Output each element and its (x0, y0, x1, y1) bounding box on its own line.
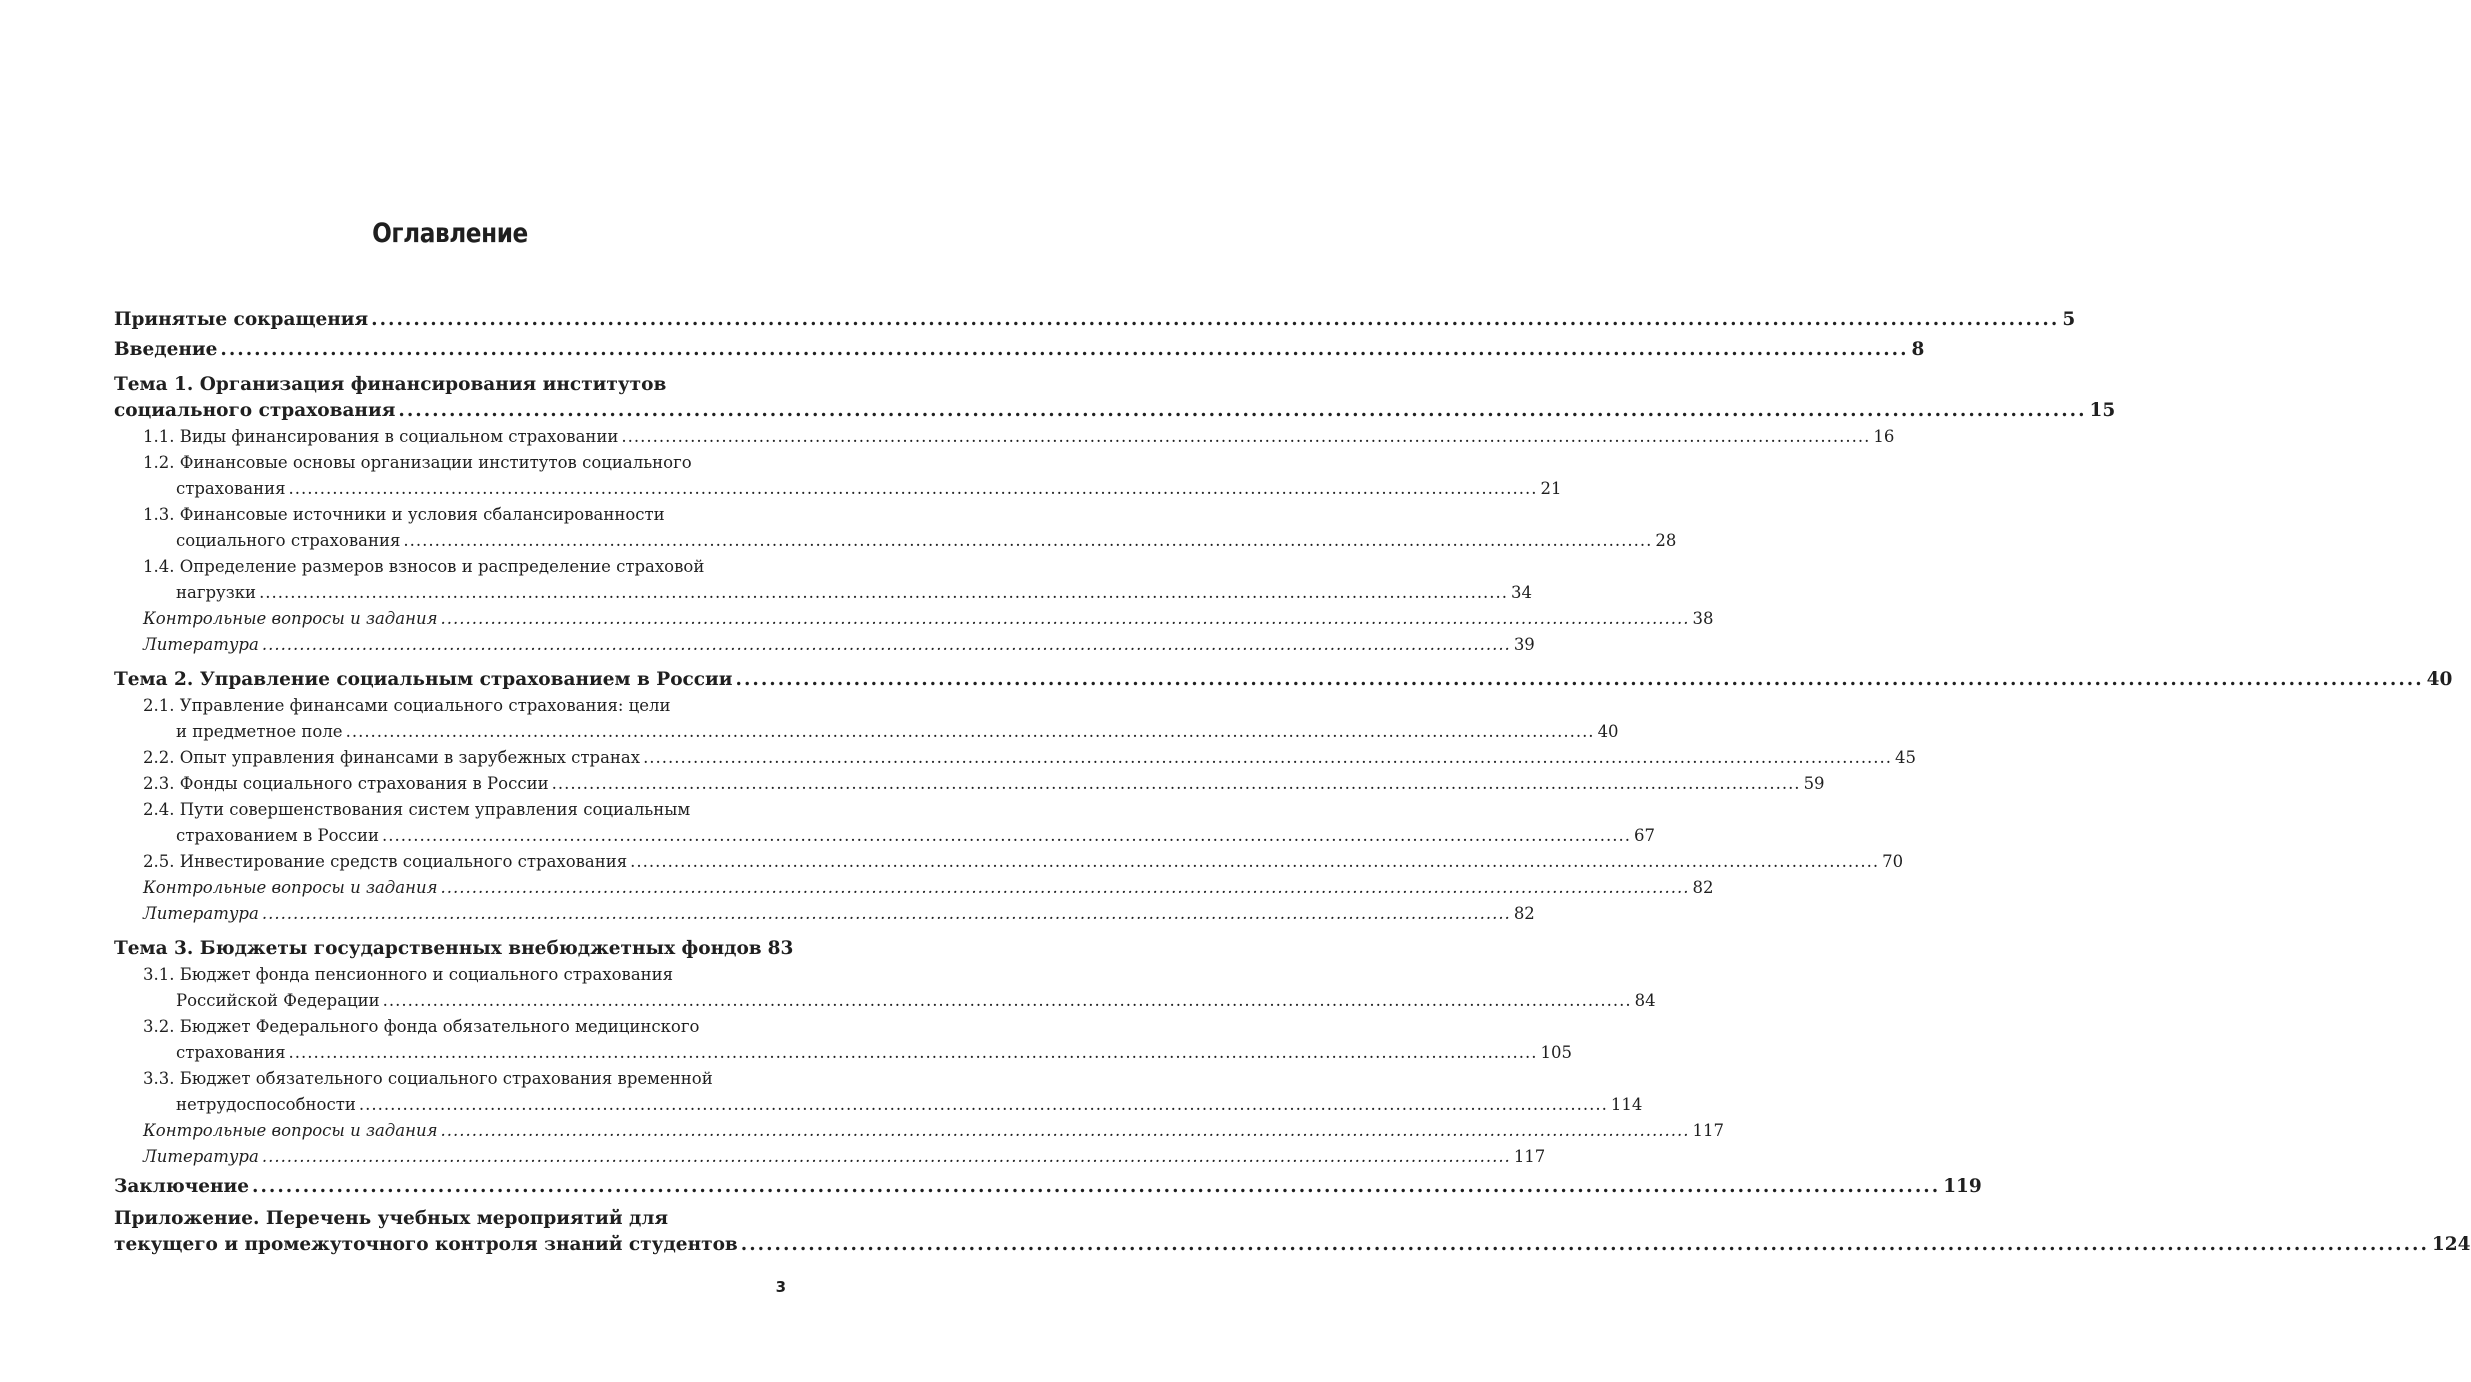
toc-entry-label-cont: социального страхования (176, 531, 401, 550)
toc-entry-page: 84 (1634, 991, 1656, 1010)
toc-entry-page: 117 (1513, 1147, 1546, 1166)
toc-subentry-2-2[interactable] (114, 745, 1917, 771)
leader-dots (441, 875, 1690, 901)
leader-dots (262, 632, 1511, 658)
toc-entry-page: 45 (1895, 748, 1917, 767)
toc-subentry-3-1[interactable] (114, 962, 1656, 1014)
toc-entry-page: 82 (1692, 878, 1714, 897)
toc-entry-page: 8 (1911, 339, 1925, 360)
toc-subentry-3-3[interactable] (114, 1066, 1643, 1118)
page-number: 3 (775, 1278, 786, 1296)
leader-dots (643, 745, 1892, 771)
toc-entry-label: 1.2. Финансовые основы организации институтов социального (143, 453, 692, 472)
leader-dots (552, 771, 1801, 797)
toc-entry-label: 2.1. Управление финансами социального страхования: цели (143, 696, 671, 715)
table-of-contents (114, 307, 2471, 1258)
toc-subentry-2-1[interactable] (114, 693, 1619, 745)
leader-dots (371, 307, 2059, 333)
toc-entry-page: 70 (1882, 852, 1904, 871)
toc-entry-label: Контрольные вопросы и задания (143, 609, 438, 628)
page-title: Оглавление (372, 218, 528, 249)
leader-dots (383, 988, 1632, 1014)
leader-dots (259, 580, 1508, 606)
toc-entry-label: 3.3. Бюджет обязательного социального страхования временной (143, 1069, 713, 1088)
toc-entry-label: Литература (143, 635, 259, 654)
toc-entry-abbreviations[interactable] (114, 307, 2076, 333)
leader-dots (441, 606, 1690, 632)
toc-entry-label: 2.4. Пути совершенствования систем управления социальным (143, 800, 691, 819)
leader-dots (262, 901, 1511, 927)
toc-subentry-1-2[interactable] (114, 450, 1562, 502)
toc-entry-page: 40 (2426, 669, 2453, 690)
toc-entry-theme-3[interactable] (114, 936, 794, 962)
toc-entry-label: Тема 1. Организация финансирования институтов (114, 374, 667, 395)
leader-dots (262, 1144, 1511, 1170)
toc-entry-label: Тема 3. Бюджеты государственных внебюджетных фондов (114, 938, 762, 959)
toc-entry-label: 2.2. Опыт управления финансами в зарубежных странах (143, 748, 641, 767)
leader-dots (441, 1118, 1690, 1144)
toc-subentry-2-3[interactable] (114, 771, 1825, 797)
toc-entry-page: 59 (1803, 774, 1825, 793)
toc-subentry-3-2[interactable] (114, 1014, 1573, 1066)
toc-entry-page: 16 (1873, 427, 1895, 446)
toc-entry-label: Заключение (114, 1176, 250, 1197)
toc-entry-introduction[interactable] (114, 337, 1925, 363)
toc-entry-label: Контрольные вопросы и задания (143, 878, 438, 897)
toc-entry-label: 3.2. Бюджет Федерального фонда обязательного медицинского (143, 1017, 700, 1036)
leader-dots (382, 823, 1631, 849)
toc-literature-1[interactable] (114, 632, 1535, 658)
toc-entry-label-cont: и предметное поле (176, 722, 343, 741)
toc-entry-conclusion[interactable] (114, 1174, 1982, 1200)
toc-entry-page: 119 (1943, 1176, 1982, 1197)
leader-dots (741, 1232, 2429, 1258)
toc-entry-label: 3.1. Бюджет фонда пенсионного и социального страхования (143, 965, 674, 984)
toc-entry-page: 117 (1692, 1121, 1725, 1140)
toc-subentry-2-5[interactable] (114, 849, 1904, 875)
toc-questions-3[interactable] (114, 1118, 1725, 1144)
toc-entry-label-cont: текущего и промежуточного контроля знаний студентов (114, 1234, 738, 1255)
toc-entry-label: 1.1. Виды финансирования в социальном страховании (143, 427, 619, 446)
leader-dots (630, 849, 1879, 875)
toc-entry-label: Литература (143, 904, 259, 923)
toc-entry-theme-1[interactable] (114, 372, 2116, 424)
toc-entry-page: 82 (1513, 904, 1535, 923)
toc-entry-label-cont: страхования (176, 1043, 286, 1062)
toc-entry-page: 38 (1692, 609, 1714, 628)
toc-subentry-1-3[interactable] (114, 502, 1677, 554)
toc-entry-page: 67 (1634, 826, 1656, 845)
leader-dots (359, 1092, 1608, 1118)
toc-entry-appendix[interactable] (114, 1206, 2471, 1258)
toc-entry-page: 83 (767, 938, 794, 959)
leader-dots (289, 1040, 1538, 1066)
leader-dots (289, 476, 1538, 502)
toc-entry-label: Литература (143, 1147, 259, 1166)
toc-entry-theme-2[interactable] (114, 667, 2453, 693)
toc-entry-page: 34 (1511, 583, 1533, 602)
leader-dots (398, 398, 2086, 424)
toc-entry-label: Приложение. Перечень учебных мероприятий для (114, 1208, 669, 1229)
toc-entry-page: 28 (1655, 531, 1677, 550)
leader-dots (736, 667, 2424, 693)
toc-entry-label: Контрольные вопросы и задания (143, 1121, 438, 1140)
toc-entry-page: 124 (2431, 1234, 2471, 1255)
toc-entry-page: 40 (1597, 722, 1619, 741)
leader-dots (346, 719, 1595, 745)
toc-questions-2[interactable] (114, 875, 1714, 901)
leader-dots (621, 424, 1870, 450)
toc-entry-label-cont: нагрузки (176, 583, 257, 602)
toc-entry-label: Введение (114, 339, 218, 360)
toc-entry-page: 114 (1610, 1095, 1643, 1114)
toc-entry-label: 1.4. Определение размеров взносов и распределение страховой (143, 557, 705, 576)
leader-dots (403, 528, 1652, 554)
toc-entry-label-cont: социального страхования (114, 400, 396, 421)
leader-dots (220, 337, 1908, 363)
toc-entry-label-cont: Российской Федерации (176, 991, 380, 1010)
toc-subentry-1-4[interactable] (114, 554, 1533, 606)
toc-entry-label: 2.3. Фонды социального страхования в России (143, 774, 549, 793)
toc-literature-2[interactable] (114, 901, 1535, 927)
toc-entry-label: 1.3. Финансовые источники и условия сбалансированности (143, 505, 665, 524)
toc-entry-page: 15 (2089, 400, 2116, 421)
toc-entry-page: 21 (1540, 479, 1562, 498)
toc-entry-label-cont: нетрудоспособности (176, 1095, 356, 1114)
toc-entry-label: Принятые сокращения (114, 309, 369, 330)
toc-questions-1[interactable] (114, 606, 1714, 632)
toc-entry-label-cont: страхования (176, 479, 286, 498)
toc-entry-page: 39 (1513, 635, 1535, 654)
toc-subentry-2-4[interactable] (114, 797, 1656, 849)
toc-entry-label: 2.5. Инвестирование средств социального страхования (143, 852, 628, 871)
leader-dots (252, 1174, 1940, 1200)
toc-entry-page: 5 (2062, 309, 2076, 330)
toc-entry-label-cont: страхованием в России (176, 826, 380, 845)
toc-entry-label: Тема 2. Управление социальным страхованием в России (114, 669, 733, 690)
toc-subentry-1-1[interactable] (114, 424, 1895, 450)
toc-entry-page: 105 (1540, 1043, 1573, 1062)
toc-literature-3[interactable] (114, 1144, 1546, 1170)
